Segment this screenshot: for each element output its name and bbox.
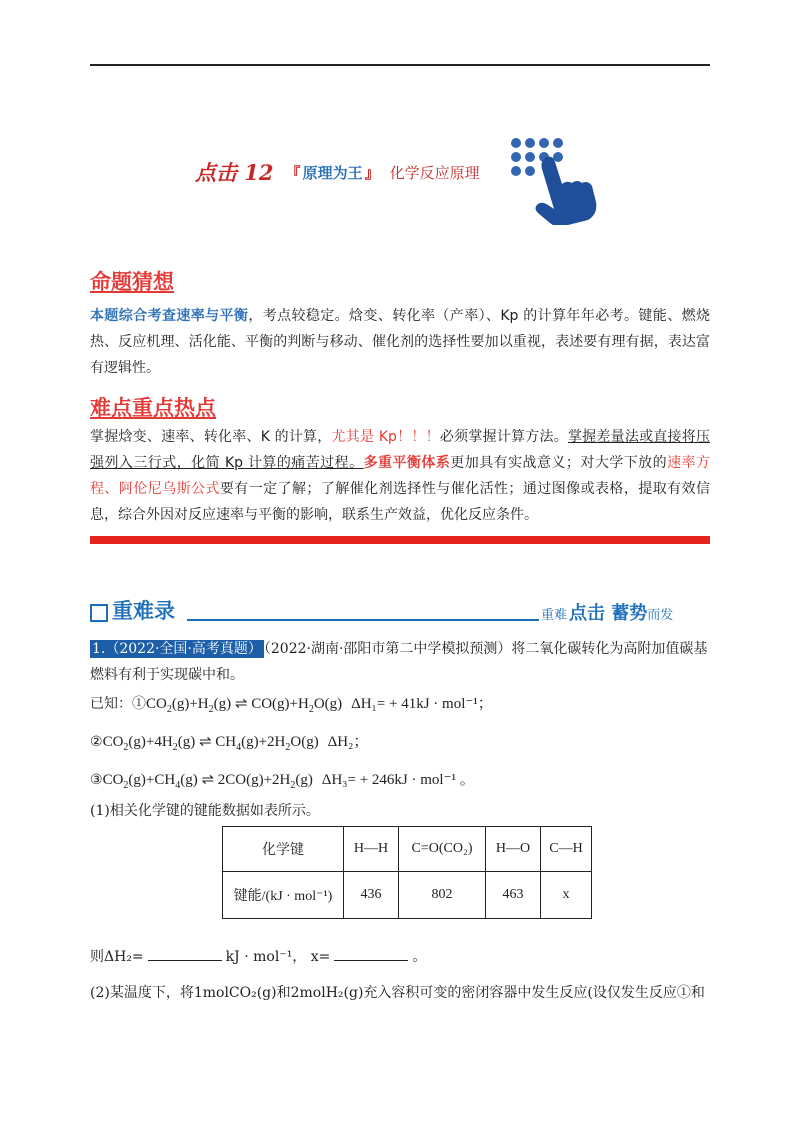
reaction-2-mark: ② — [90, 734, 103, 750]
guess-text: ，考点较稳定。焓变、转化率（产率）、Kp 的计算年年必考。键能、燃烧热、反应机理、活化能、平衡的判断与移动、催化剂的选择性要加以重视，表述要有理有据，表达富有逻辑性。 — [90, 308, 710, 376]
hotspot-heading: 难点重点热点 — [90, 396, 216, 420]
reaction-2-equation: $CO_2(g)+4H_2(g)$ ⇌ $CH_4(g)+2H_2O(g)$ — [102, 734, 319, 753]
question-source: （2022·湖南·邵阳市第二中学模拟预测）将二氧化碳转化为高附加值碳基 — [263, 641, 708, 657]
kaodian-label: 点击 12 — [195, 160, 274, 185]
reaction-2-enthalpy: ΔH₂； — [327, 734, 369, 750]
table-header-cell: C=O(CO₂) — [399, 827, 486, 872]
hotspot-multi-equilibrium: 多重平衡体系 — [363, 455, 451, 471]
part-2-prompt: (2)某温度下，将1molCO₂(g)和2molH₂(g)充入容积可变的密闭容器中发生反应(设仅发生反应①和 — [90, 985, 705, 1001]
answer-line — [90, 946, 426, 966]
part-1-prompt: (1)相关化学键的键能数据如表所示。 — [90, 803, 320, 819]
section-slogan-1: 重难 — [541, 608, 568, 623]
reaction-3-mark: ③ — [90, 772, 103, 788]
known-label: 已知： — [90, 696, 132, 712]
question-line-2: 燃料有利于实现碳中和。 — [90, 667, 244, 683]
hotspot-text-1: 掌握焓变、速率、转化率、K 的计算， — [90, 429, 332, 445]
section-slogan-3: 而发 — [647, 608, 674, 623]
answer-blank-x[interactable] — [334, 948, 408, 961]
section-header — [90, 595, 673, 625]
table-cell: 802 — [399, 872, 486, 919]
table-row-label: 键能/(kJ · mol⁻¹) — [223, 872, 344, 919]
reaction-1-mark: ① — [132, 696, 146, 712]
guess-paragraph — [90, 303, 710, 381]
hotspot-underlined-method: 掌握差量法或直接将压强列入三行式，化简 Kp 计算的痛苦过程。 — [90, 429, 710, 471]
section-underline — [187, 619, 539, 621]
question-tag: 1.（2022·全国·高考真题） — [92, 641, 262, 657]
reaction-2 — [90, 730, 368, 753]
hotspot-text-8: 要有一定了解；了解催化剂选择性与催化活性；通过图像或表格，提取有效信息，综合外因对反应速率与平衡的影响，联系生产效益，优化反应条件。 — [90, 481, 711, 523]
banner-subtitle: 化学反应原理 — [389, 163, 480, 182]
reaction-3-enthalpy: ΔH₃= + 246kJ · mol⁻¹ 。 — [321, 772, 475, 788]
table-header-cell: H—O — [486, 827, 541, 872]
hotspot-text-3: 必须掌握计算方法。 — [439, 429, 568, 445]
hotspot-text-6: 更加具有实战意义；对大学下放的 — [450, 455, 668, 471]
banner-topic: 原理为王 — [302, 163, 363, 182]
table-header-cell: H—H — [344, 827, 399, 872]
top-rule — [90, 64, 710, 66]
red-divider-bar — [90, 536, 710, 544]
reaction-1-equation: $CO_2(g)+H_2(g)$ ⇌ $CO(g)+H_2O(g)$ — [146, 696, 343, 715]
hotspot-rate-equation: 速率方程、阿伦尼乌斯公式 — [90, 455, 710, 497]
reaction-1-enthalpy: ΔH₁= + 41kJ · mol⁻¹； — [351, 696, 493, 712]
table-header-row — [223, 827, 592, 872]
answer-prefix: 则ΔH₂= — [90, 949, 144, 965]
question-line-1 — [90, 638, 707, 658]
hotspot-kp-emphasis: 尤其是 Kp！！！ — [331, 429, 440, 445]
guess-highlight: 本题综合考查速率与平衡 — [90, 308, 249, 324]
reaction-3-equation: $CO_2(g)+CH_4(g)$ ⇌ $2CO(g)+2H_2(g)$ — [102, 772, 313, 791]
section-title: 重难录 — [112, 599, 175, 623]
table-header-cell: 化学键 — [223, 827, 344, 872]
section-slogan-2: 点击 蓄势 — [569, 603, 648, 624]
pointing-hand-icon — [508, 135, 600, 225]
hotspot-paragraph — [90, 424, 710, 528]
answer-blank-dh2[interactable] — [148, 948, 222, 961]
checkbox-square-icon — [90, 604, 108, 622]
table-cell: x — [541, 872, 592, 919]
reaction-3 — [90, 768, 475, 791]
table-cell: 463 — [486, 872, 541, 919]
table-row — [223, 872, 592, 919]
answer-unit: kJ · mol⁻¹， — [225, 949, 307, 965]
table-cell: 436 — [344, 872, 399, 919]
bracket-right: 』 — [364, 163, 380, 182]
table-header-cell: C—H — [541, 827, 592, 872]
bracket-left: 『 — [285, 163, 301, 182]
title-banner — [195, 152, 480, 192]
bond-energy-table — [222, 826, 592, 919]
guess-heading: 命题猜想 — [90, 270, 174, 294]
answer-end: 。 — [412, 949, 427, 965]
answer-x-label: x= — [310, 949, 331, 965]
reaction-1 — [90, 692, 493, 715]
